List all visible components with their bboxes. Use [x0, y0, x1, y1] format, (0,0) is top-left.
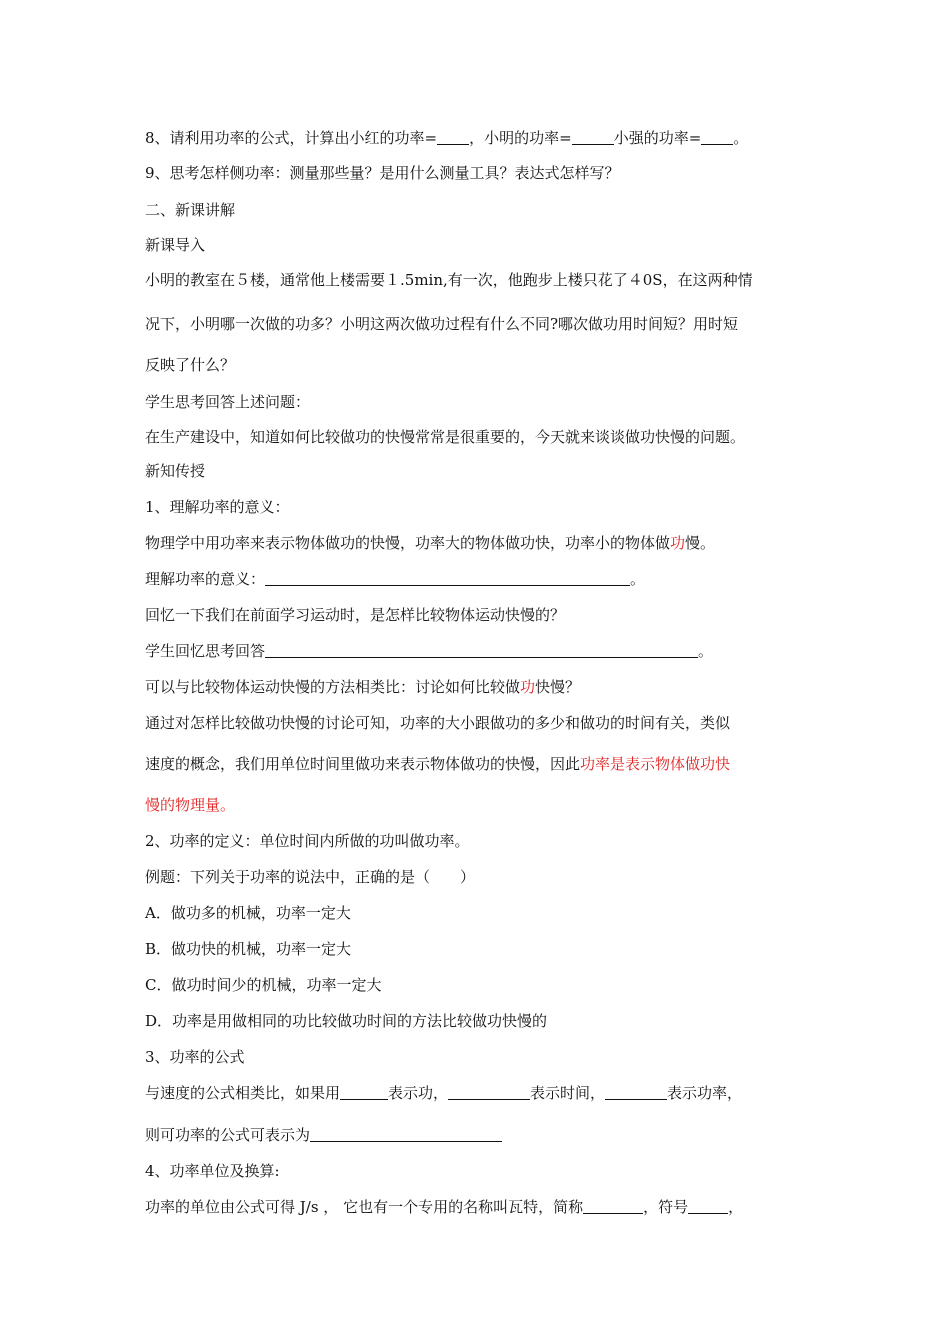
unit-text-c: ， [728, 1198, 744, 1216]
analogy-text-b: 快慢？ [535, 678, 581, 696]
item1-paragraph [145, 533, 715, 553]
formula-blank-work[interactable] [340, 1085, 388, 1100]
formula-line2 [145, 1125, 502, 1145]
unit-text-b: ，符号 [643, 1198, 689, 1216]
question-9: 9、思考怎样侧功率：测量那些量？是用什么测量工具？表达式怎样写？ [145, 164, 620, 182]
discussion-text: 速度的概念，我们用单位时间里做功来表示物体做功的快慢，因此 [145, 755, 581, 773]
meaning-line [145, 569, 645, 589]
discussion-highlight: 功率是表示物体做功快 [580, 755, 731, 773]
meaning-blank[interactable] [265, 571, 630, 586]
formula-blank-time[interactable] [448, 1085, 530, 1100]
option-b: B．做功快的机械，功率一定大 [145, 940, 352, 958]
example-question: 例题：下列关于功率的说法中，正确的是（ ） [145, 868, 476, 886]
meaning-end: 。 [630, 570, 646, 588]
analogy-text-red: 功 [520, 678, 536, 696]
discussion-line2 [145, 754, 730, 774]
formula-text-e: 则可功率的公式可表示为 [145, 1126, 311, 1144]
discussion-line1: 通过对怎样比较做功快慢的讨论可知，功率的大小跟做功的多少和做功的时间有关，类似 [145, 714, 731, 732]
section-heading: 二、新课讲解 [145, 201, 236, 219]
unit-line [145, 1197, 743, 1217]
q8-text-b: ，小明的功率= [469, 129, 572, 147]
formula-blank-power[interactable] [605, 1085, 667, 1100]
recall-answer-label: 学生回忆思考回答 [145, 642, 266, 660]
item1-title: 1、理解功率的意义： [145, 498, 290, 516]
intro-title: 新课导入 [145, 236, 206, 254]
analogy-text-a: 可以与比较物体运动快慢的方法相类比：讨论如何比较做 [145, 678, 521, 696]
unit-blank-name[interactable] [583, 1199, 643, 1214]
item3-title: 3、功率的公式 [145, 1048, 245, 1066]
q8-blank-xiaoming[interactable] [572, 130, 614, 145]
recall-answer-end: 。 [698, 642, 714, 660]
unit-text-a: 功率的单位由公式可得 J/s ， 它也有一个专用的名称叫瓦特，简称 [145, 1198, 584, 1216]
production-paragraph: 在生产建设中，知道如何比较做功的快慢常常是很重要的，今天就来谈谈做功快慢的问题。 [145, 428, 746, 446]
new-knowledge-title: 新知传授 [145, 462, 206, 480]
formula-text-a: 与速度的公式相类比，如果用 [145, 1084, 341, 1102]
item1-text-b: 慢。 [685, 534, 716, 552]
intro-paragraph-line2: 况下，小明哪一次做的功多？小明这两次做功过程有什么不同?哪次做功用时间短？用时短 [145, 315, 739, 333]
question-8 [145, 128, 748, 148]
intro-paragraph-line3: 反映了什么？ [145, 356, 236, 374]
discussion-line3: 慢的物理量。 [145, 796, 236, 814]
item1-text-a: 物理学中用功率来表示物体做功的快慢，功率大的物体做功快，功率小的物体做 [145, 534, 671, 552]
option-d: D．功率是用做相同的功比较做功时间的方法比较做功快慢的 [145, 1012, 548, 1030]
formula-text-b: 表示功， [388, 1084, 449, 1102]
formula-text-d: 表示功率， [667, 1084, 743, 1102]
q8-text-d: 。 [733, 129, 749, 147]
recall-answer-line [145, 641, 713, 661]
analogy-line [145, 677, 580, 697]
unit-blank-symbol[interactable] [688, 1199, 728, 1214]
item1-text-red: 功 [670, 534, 686, 552]
q8-text-c: 小强的功率= [613, 129, 702, 147]
q8-blank-xiaohong[interactable] [437, 130, 469, 145]
intro-paragraph-line1: 小明的教室在５楼，通常他上楼需要１.5min,有一次，他跑步上楼只花了４0S，在这两种情 [145, 271, 753, 289]
recall-question: 回忆一下我们在前面学习运动时，是怎样比较物体运动快慢的？ [145, 606, 566, 624]
q8-blank-xiaoqiang[interactable] [701, 130, 733, 145]
item2-definition: 2、功率的定义：单位时间内所做的功叫做功率。 [145, 832, 470, 850]
student-think: 学生思考回答上述问题： [145, 393, 311, 411]
option-a: A．做功多的机械，功率一定大 [145, 904, 351, 922]
formula-text-c: 表示时间， [530, 1084, 606, 1102]
formula-blank-expression[interactable] [310, 1127, 502, 1142]
recall-answer-blank[interactable] [265, 643, 698, 658]
meaning-label: 理解功率的意义： [145, 570, 266, 588]
q8-text-a: 8、请利用功率的公式，计算出小红的功率= [145, 129, 438, 147]
item4-title: 4、功率单位及换算: [145, 1162, 280, 1180]
option-c: C．做功时间少的机械，功率一定大 [145, 976, 382, 994]
formula-line1 [145, 1083, 742, 1103]
